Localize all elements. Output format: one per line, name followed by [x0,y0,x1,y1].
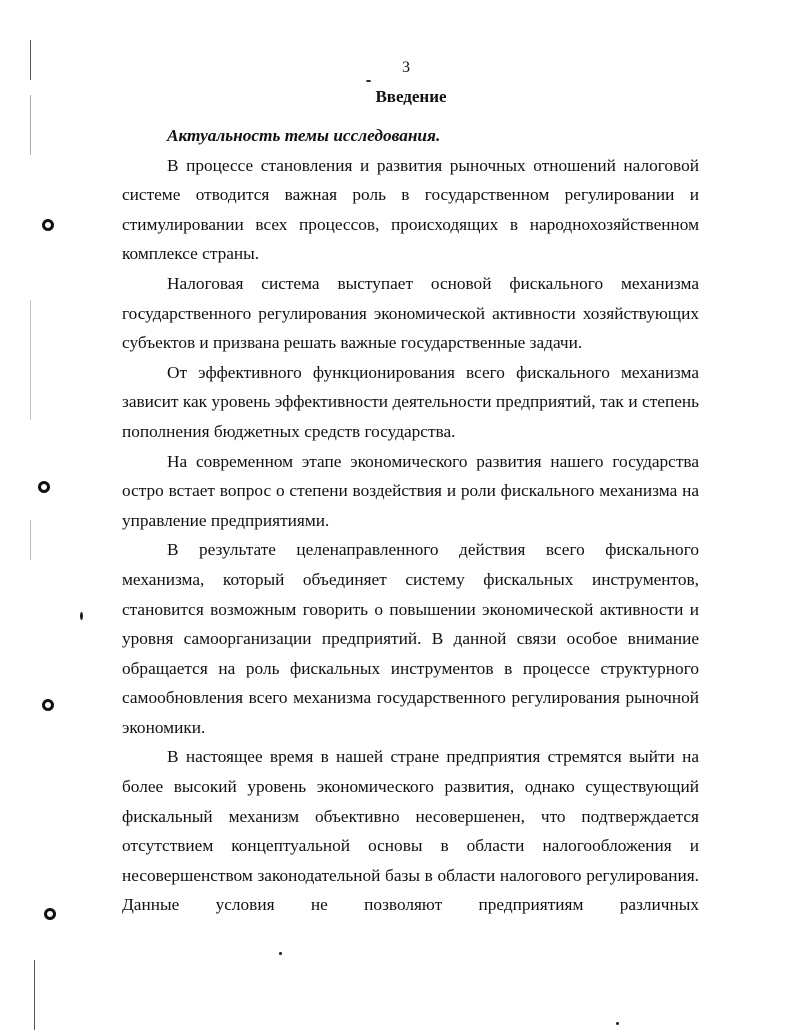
paragraph: В результате целенаправленного действия всего фискального механизма, который объединяет систему фискальных инструментов, становится возможным говорить о повышении экономической активности и уровня самоорганизации предприятий. В данной связи особое внимание обращается на роль фискальных инструментов в процессе структурного самообновления всего механизма государственного регулирования рыночной экономики. [122,540,699,737]
page-number: 3 [402,59,410,76]
paragraph: На современном этапе экономического развития нашего государства остро встает вопрос о степени воздействия и роли фискального механизма на управление предприятиями. [122,451,699,530]
binder-hole-mark [42,219,54,231]
binder-hole-mark [38,481,50,493]
binder-hole-mark [44,908,56,920]
scan-speck [279,952,282,955]
scan-edge-line [30,300,31,420]
section-subheading: Актуальность темы исследования. [167,126,441,145]
paragraph: От эффективного функционирования всего фискального механизма зависит как уровень эффективности деятельности предприятий, так и степень пополнения бюджетных средств государства. [122,362,699,441]
body-text [122,121,699,920]
scan-speck [616,1022,619,1025]
paragraph: В настоящее время в нашей стране предприятия стремятся выйти на более высокий уровень экономического развития, однако существующий фискальный механизм объективно несовершенен, что подтверждается отсутствием концептуальной основы в области налогообложения и несовершенством законодательной базы в области налогового регулирования. Данные условия не позволяют предприятиям различных [122,747,699,915]
paragraph: Налоговая система выступает основой фискального механизма государственного регулирования экономической активности хозяйствующих субъектов и призвана решать важные государственные задачи. [122,273,699,353]
binder-hole-mark [42,699,54,711]
scan-edge-line [30,520,31,560]
scan-speck [366,80,371,82]
scan-edge-line [34,960,35,1030]
paragraph: В процессе становления и развития рыночных отношений налоговой системе отводится важная роль в государственном регулировании и стимулировании всех процессов, происходящих в народнохозяйственном комплексе страны. [122,155,699,264]
scan-speck [80,612,83,620]
page-title: Введение [375,87,447,106]
